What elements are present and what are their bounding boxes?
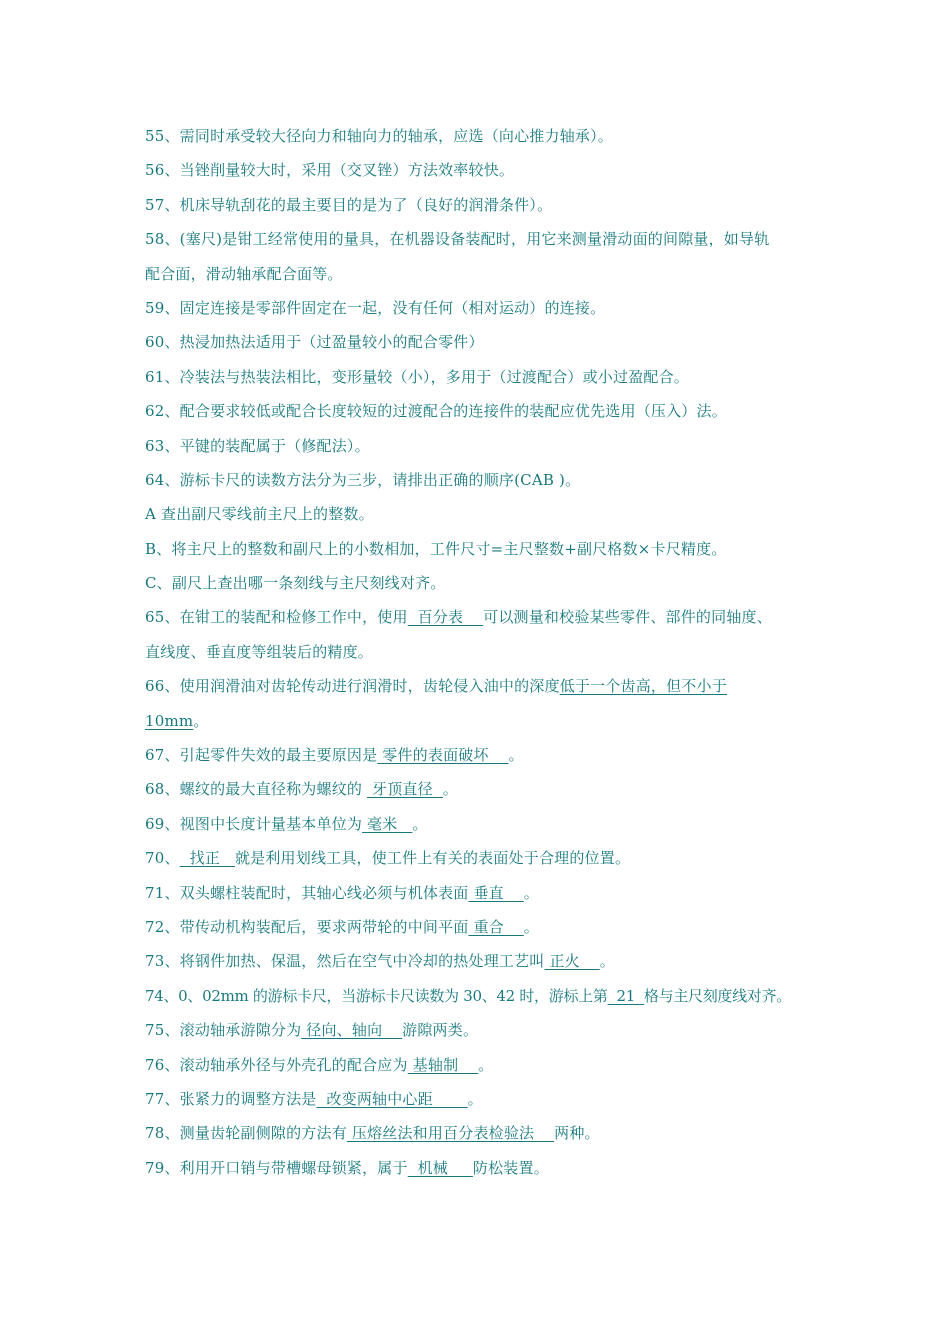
question-72 <box>145 913 825 947</box>
line-text: 格与主尺刻度线对齐。 <box>643 986 791 1005</box>
answer-blank: 改变两轴中心距 <box>316 1089 468 1108</box>
question-65-line2 <box>145 638 825 672</box>
line-text: 配合面，滑动轴承配合面等。 <box>145 264 343 283</box>
question-67 <box>145 741 825 775</box>
answer-blank: 径向、轴向 <box>301 1021 403 1040</box>
line-text: 。 <box>523 917 539 936</box>
line-text: 57、机床导轨刮花的最主要目的是为了（良好的润滑条件）。 <box>145 195 553 214</box>
line-text: A 查出副尺零线前主尺上的整数。 <box>145 505 374 524</box>
answer-blank: 重合 <box>468 917 524 936</box>
question-76 <box>145 1051 825 1085</box>
question-64-step-b <box>145 535 825 569</box>
answer-blank: 低于一个齿高，但不小于 <box>559 677 727 696</box>
question-71 <box>145 879 825 913</box>
question-64-step-c <box>145 569 825 603</box>
question-64-step-a <box>145 500 825 534</box>
question-62 <box>145 397 825 431</box>
question-79 <box>145 1154 825 1188</box>
answer-blank: 10mm <box>145 711 194 730</box>
line-text: 64、游标卡尺的读数方法分为三步，请排出正确的顺序(CAB )。 <box>145 470 581 489</box>
answer-blank: 21 <box>607 986 644 1005</box>
line-text: 就是利用划线工具，使工件上有关的表面处于合理的位置。 <box>234 849 631 868</box>
question-69 <box>145 810 825 844</box>
question-73 <box>145 947 825 981</box>
line-text: B、将主尺上的整数和副尺上的小数相加，工件尺寸=主尺整数+副尺格数×卡尺精度。 <box>145 539 727 558</box>
line-text: 直线度、垂直度等组装后的精度。 <box>145 642 374 661</box>
line-text: 防松装置。 <box>472 1158 549 1177</box>
line-text: 73、将钢件加热、保温，然后在空气中冷却的热处理工艺叫 <box>145 952 545 971</box>
answer-blank: 基轴制 <box>407 1055 479 1074</box>
line-text: 可以测量和校验某些零件、部件的同轴度、 <box>483 608 772 627</box>
question-58-line2 <box>145 260 825 294</box>
answer-blank: 零件的表面破坏 <box>377 746 509 765</box>
line-text: 56、当锉削量较大时，采用（交叉锉）方法效率较快。 <box>145 161 515 180</box>
line-text: 74、0、02mm 的游标卡尺，当游标卡尺读数为 30、42 时，游标上第 <box>145 986 608 1005</box>
question-list <box>145 122 825 1188</box>
question-57 <box>145 191 825 225</box>
line-text: 58、(塞尺)是钳工经常使用的量具，在机器设备装配时，用它来测量滑动面的间隙量，如导轨 <box>145 230 770 249</box>
answer-blank: 牙顶直径 <box>367 780 443 799</box>
line-text: 77、张紧力的调整方法是 <box>145 1089 317 1108</box>
question-56 <box>145 156 825 190</box>
question-75 <box>145 1016 825 1050</box>
line-text: 。 <box>467 1089 483 1108</box>
answer-blank: 机械 <box>407 1158 473 1177</box>
answer-blank: 毫米 <box>362 814 413 833</box>
line-text: 61、冷装法与热装法相比，变形量较（小），多用于（过渡配合）或小过盈配合。 <box>145 367 689 386</box>
line-text: 。 <box>193 711 209 730</box>
answer-blank: 找正 <box>179 849 235 868</box>
answer-blank: 正火 <box>544 952 600 971</box>
question-70 <box>145 844 825 878</box>
line-text: 。 <box>508 746 524 765</box>
question-74 <box>145 982 825 1016</box>
line-text: 两种。 <box>554 1124 600 1143</box>
line-text: 70、 <box>145 849 180 868</box>
question-60 <box>145 328 825 362</box>
line-text: 55、需同时承受较大径向力和轴向力的轴承，应选（向心推力轴承）。 <box>145 127 613 145</box>
question-61 <box>145 363 825 397</box>
line-text: C、副尺上查出哪一条刻线与主尺刻线对齐。 <box>145 574 446 593</box>
line-text: 。 <box>442 780 458 799</box>
line-text: 。 <box>478 1055 494 1074</box>
line-text: 72、带传动机构装配后，要求两带轮的中间平面 <box>145 917 469 936</box>
answer-blank: 压熔丝法和用百分表检验法 <box>346 1124 555 1143</box>
question-77 <box>145 1085 825 1119</box>
line-text: 游隙两类。 <box>402 1021 479 1040</box>
line-text: 。 <box>599 952 615 971</box>
line-text: 62、配合要求较低或配合长度较短的过渡配合的连接件的装配应优先选用（压入）法。 <box>145 402 727 421</box>
question-66-line1 <box>145 672 825 706</box>
line-text: 71、双头螺柱装配时，其轴心线必须与机体表面 <box>145 883 469 902</box>
line-text: 68、螺纹的最大直径称为螺纹的 <box>145 780 368 799</box>
line-text: 75、滚动轴承游隙分为 <box>145 1021 302 1040</box>
line-text: 78、测量齿轮副侧隙的方法有 <box>145 1124 347 1143</box>
line-text: 66、使用润滑油对齿轮传动进行润滑时，齿轮侵入油中的深度 <box>145 677 560 696</box>
line-text: 59、固定连接是零部件固定在一起，没有任何（相对运动）的连接。 <box>145 298 606 317</box>
question-65-line1 <box>145 603 825 637</box>
answer-blank: 垂直 <box>468 883 524 902</box>
question-55 <box>145 122 825 156</box>
question-59 <box>145 294 825 328</box>
line-text: 67、引起零件失效的最主要原因是 <box>145 746 378 765</box>
line-text: 69、视图中长度计量基本单位为 <box>145 814 363 833</box>
question-68 <box>145 775 825 809</box>
question-64 <box>145 466 825 500</box>
line-text: 。 <box>523 883 539 902</box>
line-text: 79、利用开口销与带槽螺母锁紧，属于 <box>145 1158 408 1177</box>
question-78 <box>145 1119 825 1153</box>
line-text: 60、热浸加热法适用于（过盈量较小的配合零件） <box>145 333 484 352</box>
question-63 <box>145 432 825 466</box>
question-66-line2 <box>145 707 825 741</box>
line-text: 63、平键的装配属于（修配法）。 <box>145 436 370 455</box>
line-text: 76、滚动轴承外径与外壳孔的配合应为 <box>145 1055 408 1074</box>
question-58-line1 <box>145 225 825 259</box>
answer-blank: 百分表 <box>407 608 484 627</box>
line-text: 65、在钳工的装配和检修工作中，使用 <box>145 608 408 627</box>
line-text: 。 <box>412 814 428 833</box>
